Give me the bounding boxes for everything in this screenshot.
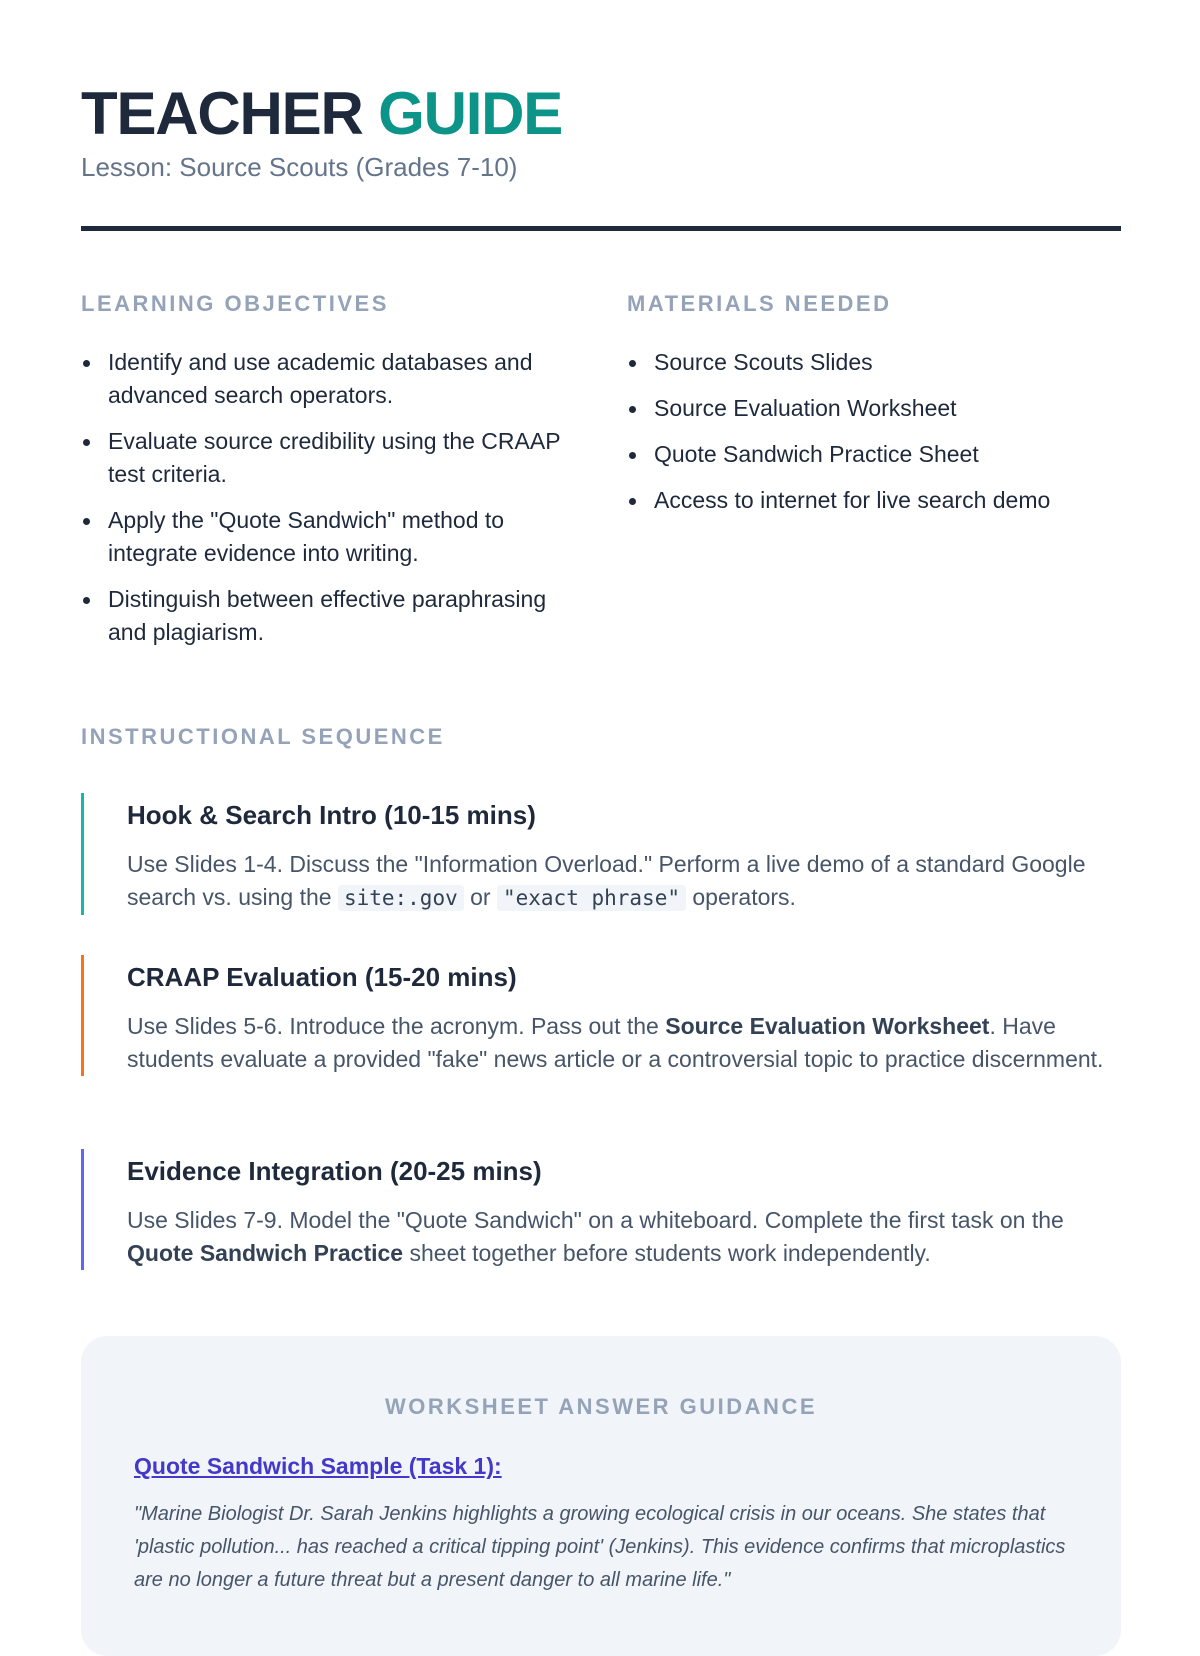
answer-guidance-panel: [81, 1336, 1121, 1656]
material-item: Quote Sandwich Practice Sheet: [627, 438, 1050, 471]
step-title: Hook & Search Intro (10-15 mins): [127, 800, 536, 830]
step-title: CRAAP Evaluation (15-20 mins): [127, 962, 517, 992]
materials-list: [627, 346, 1050, 530]
materials-needed-heading: MATERIALS NEEDED: [627, 291, 892, 316]
answer-guidance-heading: WORKSHEET ANSWER GUIDANCE: [384, 1394, 818, 1419]
step-text: Use Slides 1-4. Discuss the "Information Overload." Perform a live demo of a standard Google search vs. using the: [127, 851, 1086, 910]
objective-item: Distinguish between effective paraphrasing and plagiarism.: [81, 583, 581, 649]
step-title: Evidence Integration (20-25 mins): [127, 1156, 542, 1186]
page-title: [81, 78, 562, 150]
title-accent: GUIDE: [378, 80, 563, 147]
material-item: Source Evaluation Worksheet: [627, 392, 1050, 425]
step-description: [127, 1204, 1121, 1270]
step-description: [127, 1010, 1121, 1076]
step-text: Use Slides 5-6. Introduce the acronym. Pass out the: [127, 1013, 666, 1039]
step-text: operators.: [686, 884, 796, 910]
step-text: sheet together before students work independently.: [403, 1240, 931, 1266]
materials-needed-section: [627, 290, 1121, 513]
step-bold-text: Source Evaluation Worksheet: [665, 1013, 990, 1039]
objectives-list: [81, 346, 581, 662]
step-text: . Have students evaluate a provided "fake" news article or a controversial topic to practice discernment.: [127, 1013, 1104, 1072]
sequence-step-craap: [81, 955, 1121, 1076]
material-item: Access to internet for live search demo: [627, 484, 1050, 517]
sample-quote-text: "Marine Biologist Dr. Sarah Jenkins highlights a growing ecological crisis in our oceans. She states that 'plastic pollution... has reached a critical tipping point' (Jenkins). This evidence confirms that microplastics are no longer a future threat but a present danger to all marine life.": [134, 1503, 1066, 1591]
code-snippet: site:.gov: [338, 885, 464, 911]
step-bold-text: Quote Sandwich Practice: [127, 1240, 404, 1266]
sequence-step-hook: [81, 793, 1121, 915]
objective-item: Identify and use academic databases and advanced search operators.: [81, 346, 581, 412]
sequence-step-evidence: [81, 1149, 1121, 1270]
learning-objectives-heading: LEARNING OBJECTIVES: [81, 291, 389, 316]
instructional-sequence-heading: INSTRUCTIONAL SEQUENCE: [81, 724, 445, 749]
quote-sandwich-sample-link[interactable]: Quote Sandwich Sample (Task 1):: [134, 1453, 502, 1479]
lesson-subtitle: Lesson: Source Scouts (Grades 7-10): [81, 152, 518, 182]
step-text: Use Slides 7-9. Model the "Quote Sandwich" on a whiteboard. Complete the first task on the: [127, 1207, 1064, 1233]
learning-objectives-section: [81, 290, 581, 645]
objective-item: Apply the "Quote Sandwich" method to integrate evidence into writing.: [81, 504, 581, 570]
step-description: [127, 848, 1121, 915]
header-divider: [81, 226, 1121, 231]
objective-item: Evaluate source credibility using the CRAAP test criteria.: [81, 425, 581, 491]
step-text: or: [463, 884, 497, 910]
code-snippet: "exact phrase": [497, 885, 686, 911]
title-main: TEACHER: [81, 80, 363, 147]
material-item: Source Scouts Slides: [627, 346, 1050, 379]
